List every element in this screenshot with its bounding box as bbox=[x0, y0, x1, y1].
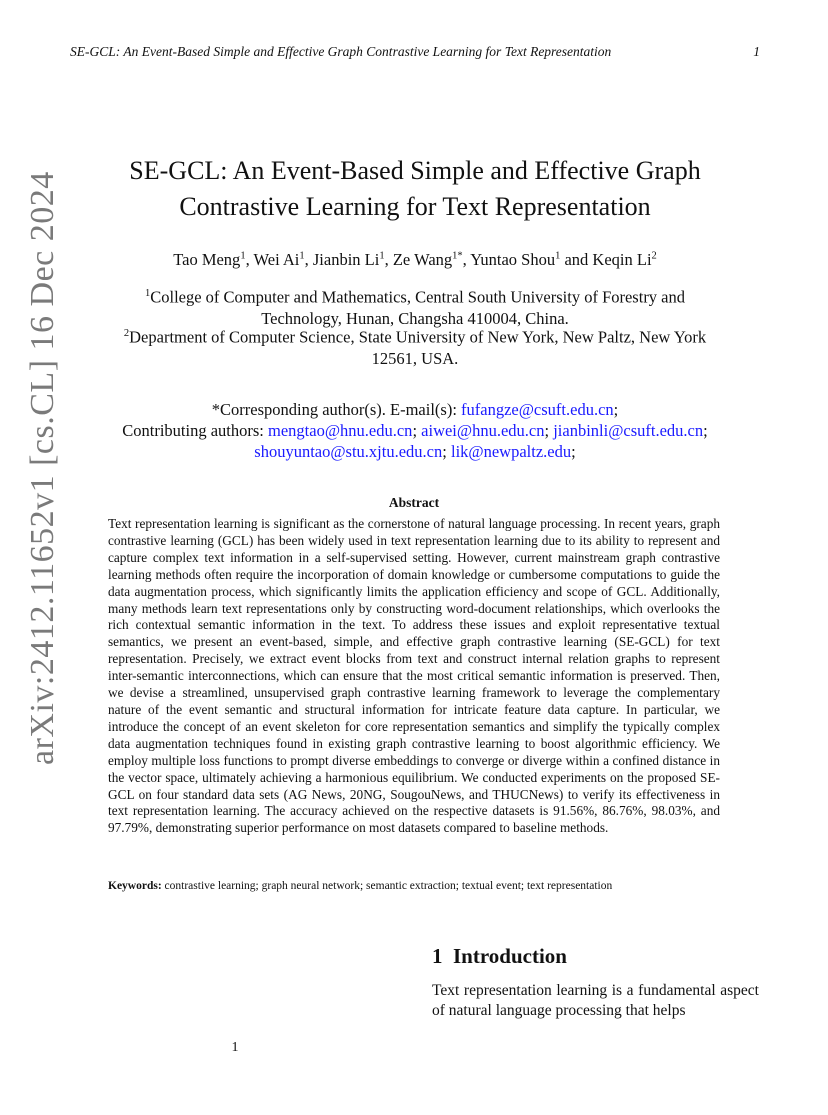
email-separator: ; bbox=[544, 421, 550, 440]
keywords-label: Keywords: bbox=[108, 880, 162, 892]
email-separator: ; bbox=[412, 421, 418, 440]
paper-title-line-1: SE-GCL: An Event-Based Simple and Effective Graph bbox=[129, 156, 701, 185]
keywords-line bbox=[108, 880, 748, 892]
introduction-paragraph: Text representation learning is a fundamental aspect of natural language processing that helps bbox=[432, 982, 759, 1019]
author-name: Keqin Li bbox=[592, 250, 652, 269]
author-conjunction: and bbox=[564, 250, 589, 269]
affiliation-text-line: College of Computer and Mathematics, Central South University of Forestry and bbox=[150, 287, 686, 307]
corresponding-author-label: *Corresponding author(s). E-mail(s): bbox=[211, 400, 457, 419]
email-link[interactable]: fufangze@csuft.edu.cn bbox=[461, 400, 614, 419]
affiliation-1 bbox=[80, 283, 750, 329]
arxiv-identifier-stamp: arXiv:2412.11652v1 [cs.CL] 16 Dec 2024 bbox=[24, 171, 61, 765]
author-separator: , bbox=[304, 250, 309, 269]
author-affiliation-mark: 1 bbox=[299, 250, 305, 262]
email-separator: ; bbox=[613, 400, 619, 419]
running-header-page-number: 1 bbox=[753, 44, 760, 59]
email-separator: ; bbox=[571, 442, 576, 461]
author-affiliation-mark: 1 bbox=[240, 250, 246, 262]
email-link[interactable]: mengtao@hnu.edu.cn bbox=[268, 421, 413, 440]
running-header bbox=[70, 44, 760, 60]
contributing-authors-label: Contributing authors: bbox=[122, 421, 264, 440]
author-separator: , bbox=[462, 250, 467, 269]
author-name: Jianbin Li bbox=[312, 250, 380, 269]
email-separator: ; bbox=[442, 442, 447, 461]
author-list bbox=[80, 250, 750, 270]
keywords-text: contrastive learning; graph neural network; semantic extraction; textual event; text representation bbox=[164, 880, 613, 892]
email-link[interactable]: shouyuntao@stu.xjtu.edu.cn bbox=[254, 442, 443, 461]
author-name: Wei Ai bbox=[253, 250, 300, 269]
abstract-text: Text representation learning is significant as the cornerstone of natural language processing. In recent years, graph contrastive learning (GCL) has been widely used in text representation learning due to its ability to represent and capture complex text information in a self-supervised setting. However, current mainstream graph contrastive learning methods often require the incorporation of domain knowledge or cumbersome computations to guide the data augmentation process, which significantly limits the application efficiency and scope of GCL. Additionally, many methods learn text representations only by constructing word-document relationships, which overlooks the rich contextual semantic information in the text. To address these issues and exploit representative textual semantics, we present an event-based, simple, and effective graph contrastive learning (SE-GCL) for text representation. Precisely, we extract event blocks from text and construct internal relation graphs to represent inter-semantic interconnections, which can ensure that the most critical semantic information is preserved. Then, we devise a streamlined, unsupervised graph contrastive learning framework to leverage the complementary nature of the event semantic and structural information for intricate feature data capture. In particular, we introduce the concept of an event skeleton for core representation semantics and simplify the typically complex data augmentation techniques found in existing graph contrastive learning to boost algorithmic efficiency. We employ multiple loss functions to prompt diverse embeddings to converge or diverge within a confined distance in the vector space, ultimately achieving a harmonious equilibrium. We conducted experiments on the proposed SE-GCL on four standard data sets (AG News, 20NG, SougouNews, and THUCNews) to verify its effectiveness in text representation learning. The accuracy achieved on the respective datasets is 91.56%, 86.76%, 98.03%, and 97.79%, demonstrating superior performance on most datasets compared to baseline methods. bbox=[108, 516, 720, 836]
affiliation-text-line: Technology, Hunan, Changsha 410004, China. bbox=[261, 308, 569, 328]
running-header-title: SE-GCL: An Event-Based Simple and Effective Graph Contrastive Learning for Text Representation bbox=[70, 44, 612, 59]
author-name: Ze Wang bbox=[392, 250, 453, 269]
abstract-heading: Abstract bbox=[388, 495, 440, 510]
email-link[interactable]: lik@newpaltz.edu bbox=[450, 442, 572, 461]
paper-title bbox=[100, 153, 730, 225]
author-affiliation-mark: 1 bbox=[379, 250, 385, 262]
author-separator: , bbox=[245, 250, 250, 269]
author-affiliation-mark: 1 bbox=[555, 250, 561, 262]
author-separator: , bbox=[384, 250, 389, 269]
section-heading-introduction: 1 Introduction bbox=[432, 944, 567, 968]
paper-title-line-2: Contrastive Learning for Text Representation bbox=[179, 192, 651, 221]
affiliation-text-line: Department of Computer Science, State University of New York, New Paltz, New York bbox=[129, 327, 707, 347]
footer-page-number: 1 bbox=[231, 1040, 239, 1055]
author-name: Tao Meng bbox=[173, 250, 241, 269]
email-link[interactable]: jianbinli@csuft.edu.cn bbox=[553, 421, 704, 440]
affiliation-text-line: 12561, USA. bbox=[371, 348, 459, 368]
author-name: Yuntao Shou bbox=[470, 250, 556, 269]
contact-block bbox=[80, 399, 750, 462]
author-affiliation-mark: 1* bbox=[452, 250, 463, 262]
author-affiliation-mark: 2 bbox=[651, 250, 657, 262]
affiliation-2 bbox=[80, 323, 750, 369]
email-separator: ; bbox=[703, 421, 708, 440]
email-link[interactable]: aiwei@hnu.edu.cn bbox=[421, 421, 545, 440]
affiliation-mark: 1 bbox=[144, 288, 151, 299]
affiliation-mark: 2 bbox=[123, 328, 130, 339]
